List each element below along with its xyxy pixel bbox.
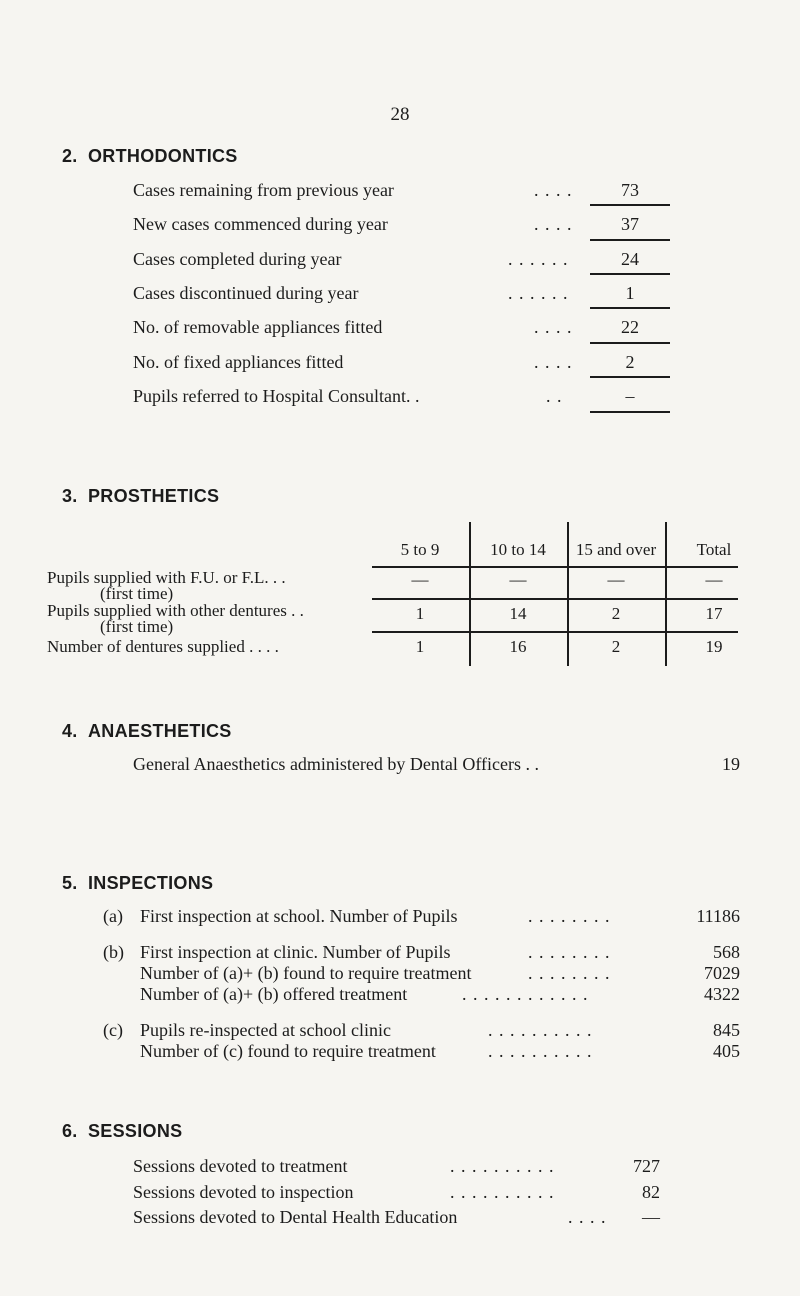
ortho-row-label: Pupils referred to Hospital Consultant. . xyxy=(133,386,420,406)
ortho-row-value: 37 xyxy=(621,214,639,234)
ortho-row-label: Cases discontinued during year xyxy=(133,283,359,303)
inspection-dots: . . . . . . . . xyxy=(528,906,611,926)
prosthetics-heading xyxy=(62,486,219,507)
session-label: Sessions devoted to Dental Health Education xyxy=(133,1207,458,1227)
inspection-value: 845 xyxy=(713,1020,740,1040)
ortho-row-dots: . . . . xyxy=(534,180,573,200)
section-number: 3. xyxy=(62,486,78,506)
session-dots: . . . . . . . . . . xyxy=(450,1182,555,1202)
table-cell: 17 xyxy=(705,604,723,623)
ortho-row-label: Cases remaining from previous year xyxy=(133,180,394,200)
ortho-row-value: 1 xyxy=(625,283,635,303)
session-value: 82 xyxy=(642,1182,660,1202)
table-row-sublabel: (first time) xyxy=(100,617,174,636)
ortho-row-value: – xyxy=(625,386,635,406)
inspection-value: 405 xyxy=(713,1041,740,1061)
section-number: 2. xyxy=(62,146,78,166)
inspection-value: 4322 xyxy=(704,984,740,1004)
column-header: 5 to 9 xyxy=(400,540,440,559)
ortho-row-label: No. of removable appliances fitted xyxy=(133,317,383,337)
inspection-value: 11186 xyxy=(696,906,740,926)
ortho-row-label: New cases commenced during year xyxy=(133,214,388,234)
session-dots: . . . . xyxy=(568,1207,607,1227)
value-underline xyxy=(590,411,670,413)
table-row-rule xyxy=(372,598,738,600)
ortho-row-dots: . . . . . . xyxy=(508,249,569,269)
inspection-dots: . . . . . . . . xyxy=(528,942,611,962)
value-underline xyxy=(590,239,670,241)
inspections-heading xyxy=(62,873,213,894)
inspection-label: First inspection at clinic. Number of Pupils xyxy=(140,942,451,962)
section-title: ANAESTHETICS xyxy=(88,721,232,741)
ortho-row-value: 24 xyxy=(621,249,639,269)
inspection-label: Number of (c) found to require treatment xyxy=(140,1041,436,1061)
ortho-row-dots: . . . . xyxy=(534,352,573,372)
ortho-row-value: 22 xyxy=(621,317,639,337)
ortho-row-dots: . . . . . . xyxy=(508,283,569,303)
ortho-row-label: No. of fixed appliances fitted xyxy=(133,352,344,372)
inspection-label: Pupils re-inspected at school clinic xyxy=(140,1020,391,1040)
table-cell: — xyxy=(705,570,723,589)
table-cell: 2 xyxy=(611,637,621,656)
column-header: 15 and over xyxy=(575,540,657,559)
value-underline xyxy=(590,342,670,344)
session-value: 727 xyxy=(633,1156,660,1176)
anaesthetics-value: 19 xyxy=(722,754,740,774)
ortho-row-dots: . . . . xyxy=(534,317,573,337)
table-cell: 19 xyxy=(705,637,723,656)
section-number: 4. xyxy=(62,721,78,741)
inspection-dots: . . . . . . . . . . . . xyxy=(462,984,589,1004)
page-number: 28 xyxy=(390,104,410,125)
table-row-label: Pupils supplied with other dentures . . xyxy=(47,601,304,620)
session-label: Sessions devoted to inspection xyxy=(133,1182,354,1202)
inspection-label: Number of (a)+ (b) offered treatment xyxy=(140,984,408,1004)
value-underline xyxy=(590,307,670,309)
section-title: INSPECTIONS xyxy=(88,873,214,893)
table-cell: — xyxy=(509,570,527,589)
table-cell: 16 xyxy=(509,637,527,656)
ortho-row-value: 2 xyxy=(625,352,635,372)
section-number: 6. xyxy=(62,1121,78,1141)
section-title: PROSTHETICS xyxy=(88,486,220,506)
inspection-dots: . . . . . . . . . . xyxy=(488,1041,593,1061)
item-marker: (a) xyxy=(103,906,123,926)
value-underline xyxy=(590,273,670,275)
table-cell: 14 xyxy=(509,604,527,623)
table-cell: 1 xyxy=(415,637,425,656)
inspection-label: First inspection at school. Number of Pupils xyxy=(140,906,458,926)
session-value: — xyxy=(642,1207,660,1227)
inspection-dots: . . . . . . . . . . xyxy=(488,1020,593,1040)
table-cell: — xyxy=(411,570,429,589)
table-row-rule xyxy=(372,631,738,633)
inspection-value: 568 xyxy=(713,942,740,962)
ortho-row-dots: . . xyxy=(546,386,563,406)
ortho-row-dots: . . . . xyxy=(534,214,573,234)
inspection-label: Number of (a)+ (b) found to require treatment xyxy=(140,963,472,983)
value-underline xyxy=(590,204,670,206)
inspection-dots: . . . . . . . . xyxy=(528,963,611,983)
value-underline xyxy=(590,376,670,378)
orthodontics-heading xyxy=(62,146,238,167)
item-marker: (b) xyxy=(103,942,124,962)
table-row-label: Number of dentures supplied . . . . xyxy=(47,637,279,656)
section-title: ORTHODONTICS xyxy=(88,146,238,166)
section-title: SESSIONS xyxy=(88,1121,183,1141)
table-row-label: Pupils supplied with F.U. or F.L. . . xyxy=(47,568,286,587)
table-row-sublabel: (first time) xyxy=(100,584,174,603)
anaesthetics-heading xyxy=(62,721,232,742)
section-number: 5. xyxy=(62,873,78,893)
inspection-value: 7029 xyxy=(704,963,740,983)
item-marker: (c) xyxy=(103,1020,123,1040)
table-cell: 1 xyxy=(415,604,425,623)
table-cell: 2 xyxy=(611,604,621,623)
ortho-row-value: 73 xyxy=(621,180,639,200)
column-header: Total xyxy=(696,540,732,559)
sessions-heading xyxy=(62,1121,182,1142)
ortho-row-label: Cases completed during year xyxy=(133,249,342,269)
table-cell: — xyxy=(607,570,625,589)
session-label: Sessions devoted to treatment xyxy=(133,1156,348,1176)
session-dots: . . . . . . . . . . xyxy=(450,1156,555,1176)
table-row-rule xyxy=(372,566,738,568)
column-header: 10 to 14 xyxy=(490,540,546,559)
anaesthetics-label: General Anaesthetics administered by Dental Officers . . xyxy=(133,754,540,774)
